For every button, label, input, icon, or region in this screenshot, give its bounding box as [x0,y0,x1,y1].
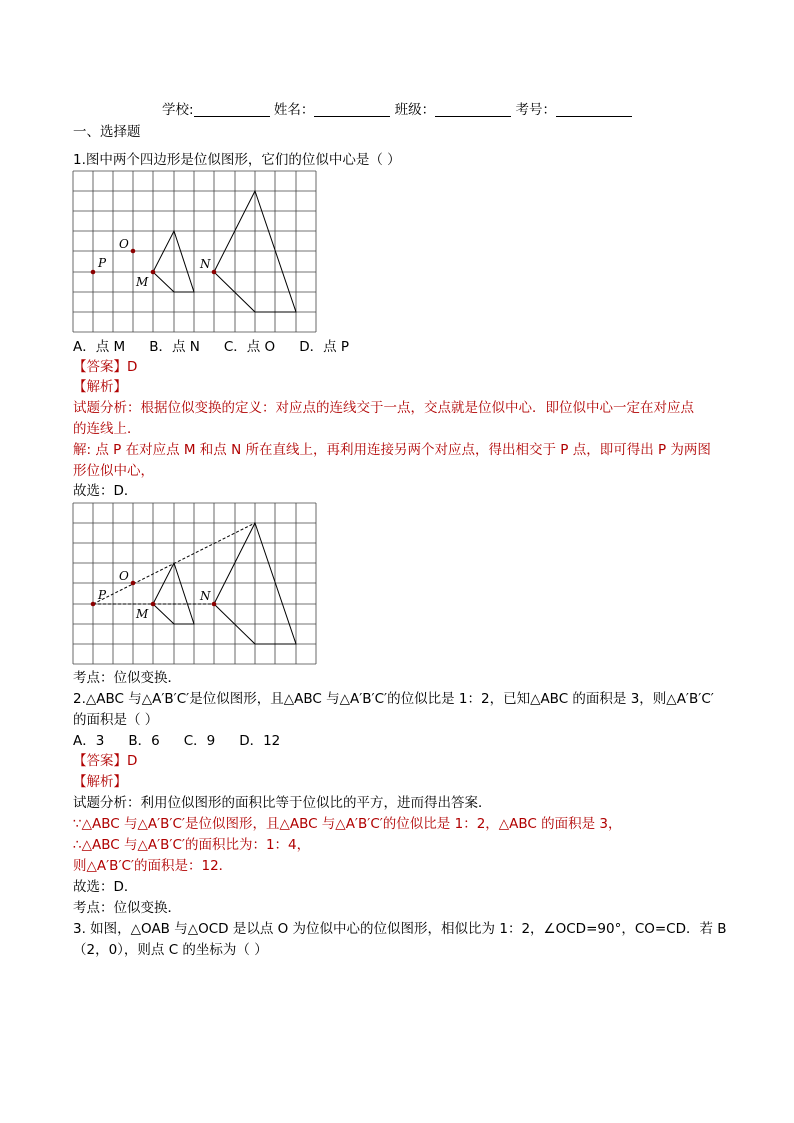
q1-point-o [131,249,136,254]
student-info-header [162,98,632,118]
q1-solution-label-m: M [136,607,149,621]
q1-solution-grid [73,503,316,664]
q2-stem-line-1: 2.△ABC 与△A′B′C′是位似图形，且△ABC 与△A′B′C′的位似比是 1：2，已知△ABC 的面积是 3，则△A′B′C′ [73,691,714,707]
q1-analysis-line-1: 试题分析：根据位似变换的定义：对应点的连线交于一点，交点就是位似中心．即位似中心一定在对应点 [73,400,694,416]
q1-point-m [151,270,156,275]
q2-option-c[interactable]: C．9 [183,733,216,749]
q1-figure [70,168,322,338]
q1-point-n [212,270,217,275]
name-blank[interactable] [314,102,390,117]
q1-analysis-line-4: 形位似中心， [73,463,154,479]
q1-label-p: P [98,256,107,270]
q1-label-o: O [119,237,129,251]
q1-label-n: N [200,257,211,271]
q1-option-c[interactable]: C．点 O [223,339,276,355]
q1-solution-label-p: P [98,588,107,602]
q1-small-quadrilateral [153,231,194,292]
q1-option-b[interactable]: B．点 N [149,339,200,355]
q1-option-d[interactable]: D．点 P [299,339,350,355]
q2-conclusion: 故选：D． [73,879,138,895]
q2-analysis-line-2: ∵△ABC 与△A′B′C′是位似图形，且△ABC 与△A′B′C′的位似比是 1：2，△ABC 的面积是 3， [73,816,622,832]
q2-options [73,731,304,751]
q1-grid [73,171,316,332]
q2-option-d[interactable]: D．12 [239,733,281,749]
q2-answer: 【答案】D [73,753,138,769]
q1-solution-figure [70,500,322,670]
school-label: 学校: [162,102,194,118]
q3-stem-line-2: （2，0），则点 C 的坐标为（ ） [73,942,268,958]
q1-option-a[interactable]: A．点 M [73,339,126,355]
q1-label-m: M [136,275,149,289]
q2-analysis-line-4: 则△A′B′C′的面积是：12． [73,858,233,874]
class-label: 班级： [394,102,436,118]
exam-number-blank[interactable] [556,102,632,117]
q3-stem-line-1: 3. 如图，△OAB 与△OCD 是以点 O 为位似中心的位似图形，相似比为 1：2，∠OCD=90°，CO=CD．若 B [73,921,727,937]
q1-solution-point-p [91,602,96,607]
q2-stem-line-2: 的面积是（ ） [73,712,159,728]
q1-point-p [91,270,96,275]
q1-solution-small-quadrilateral [153,563,194,624]
section-title: 一、选择题 [73,124,141,140]
q2-option-b[interactable]: B．6 [128,733,160,749]
q1-conclusion: 故选：D． [73,483,138,499]
q1-solution-label-n: N [200,589,211,603]
q1-solution-point-o [131,581,136,586]
q1-solution-point-n [212,602,217,607]
q2-option-a[interactable]: A．3 [73,733,105,749]
q1-solution-label-o: O [119,569,129,583]
class-blank[interactable] [435,102,511,117]
q1-stem: 1.图中两个四边形是位似图形，它们的位似中心是（ ） [73,152,401,168]
q1-analysis-tag: 【解析】 [73,379,127,395]
exam-number-label: 考号： [515,102,556,118]
q1-kaodian: 考点：位似变换． [73,670,181,686]
q1-solution-point-m [151,602,156,607]
q1-answer: 【答案】D [73,359,138,375]
q2-analysis-line-3: ∴△ABC 与△A′B′C′的面积比为：1：4， [73,837,311,853]
q2-kaodian: 考点：位似变换． [73,900,181,916]
q1-analysis-line-3: 解: 点 P 在对应点 M 和点 N 所在直线上，再利用连接另两个对应点，得出相交于 P 点，即可得出 P 为两图 [73,442,711,458]
name-label: 姓名： [273,102,315,118]
q1-options [73,337,373,357]
q2-analysis-tag: 【解析】 [73,774,127,790]
q1-analysis-line-2: 的连线上． [73,421,141,437]
q2-analysis-line-1: 试题分析：利用位似图形的面积比等于位似比的平方，进而得出答案． [73,795,492,811]
school-blank[interactable] [194,102,270,117]
